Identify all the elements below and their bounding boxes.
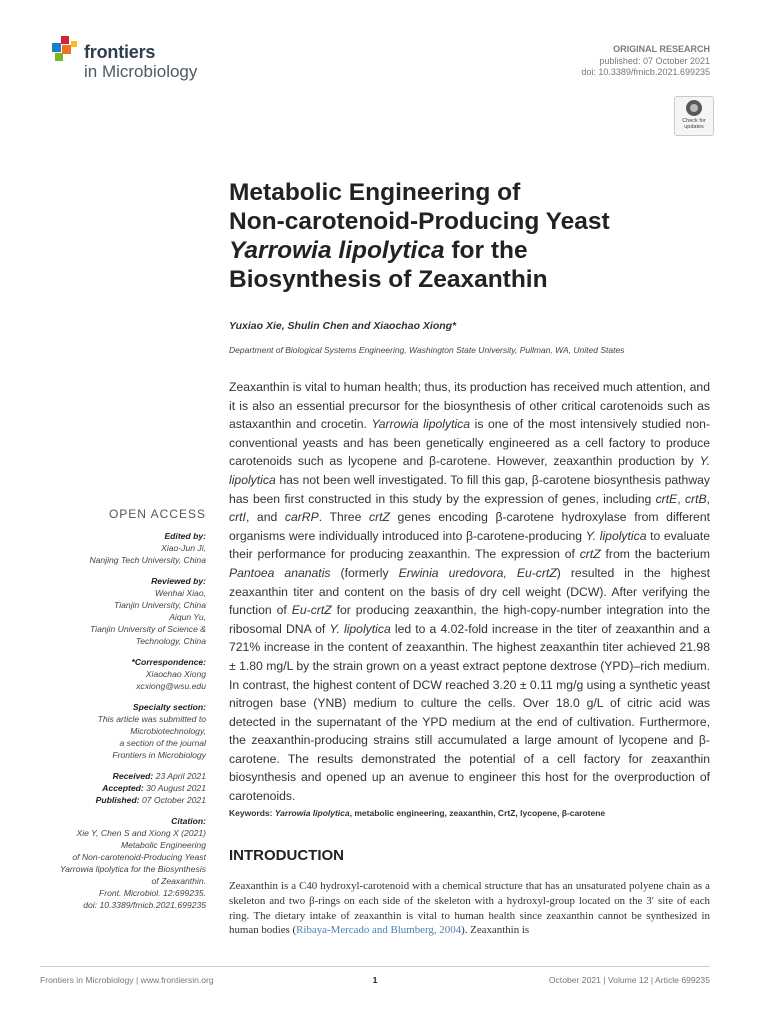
edited-by-block: Edited by: Xiao-Jun Ji, Nanjing Tech University, China [40, 530, 206, 566]
open-access-label: OPEN ACCESS [108, 507, 206, 521]
frontiers-logo[interactable] [52, 34, 222, 84]
published-date: published: 07 October 2021 [599, 55, 710, 66]
frontiers-logo-icon [52, 36, 78, 62]
correspondence-email[interactable]: xcxiong@wsu.edu [136, 681, 206, 691]
keywords: Keywords: Yarrowia lipolytica, metabolic engineering, zeaxanthin, CrtZ, lycopene, β-carotene [229, 808, 606, 818]
correspondence-block: *Correspondence: Xiaochao Xiong xcxiong@wsu.edu [40, 656, 206, 692]
citation-link[interactable]: Ribaya-Mercado and Blumberg, 2004 [296, 924, 462, 937]
article-type: ORIGINAL RESEARCH [613, 44, 710, 54]
check-updates-label: Check for updates [682, 118, 706, 130]
title-species: Yarrowia lipolytica [229, 237, 445, 264]
logo-journal: in Microbiology [84, 62, 198, 81]
section-heading-introduction: INTRODUCTION [229, 847, 344, 864]
affiliation: Department of Biological Systems Engineering, Washington State University, Pullman, WA, United States [229, 345, 625, 355]
introduction-body: Zeaxanthin is a C40 hydroxyl-carotenoid with a chemical structure that has an unsaturated polyene chain as a skeleton and two β-rings on each side of the skeleton with a hydroxyl-group located on the 3′ site of each ring. The dietary intake of zeaxanthin is vital to human health since zeaxanthin cannot be synthesized in human bodies (Ribaya-Mercado and Blumberg, 2004). Zeaxanthin is [229, 880, 710, 937]
footer-divider [40, 966, 710, 967]
title-line-4: Biosynthesis of Zeaxanthin [229, 266, 548, 293]
reviewed-by-block: Reviewed by: Wenhai Xiao, Tianjin University, China Aiqun Yu, Tianjin University of Science & Technology, China [40, 575, 206, 647]
page-number: 1 [372, 975, 378, 985]
title-line-1: Metabolic Engineering of [229, 179, 521, 206]
authors[interactable]: Yuxiao Xie, Shulin Chen and Xiaochao Xiong* [229, 320, 457, 332]
article-meta [581, 44, 710, 79]
check-for-updates-badge[interactable] [674, 96, 714, 136]
footer-journal-link[interactable]: Frontiers in Microbiology | www.frontiersin.org [40, 975, 214, 985]
specialty-section-block: Specialty section: This article was submitted to Microbiotechnology, a section of the journal Frontiers in Microbiology [97, 702, 206, 760]
title-line-3: for the [444, 237, 528, 264]
abstract: Zeaxanthin is vital to human health; thus, its production has received much attention, and it is also an essential precursor for the biosynthesis of other critical carotenoids such as astaxanthin and crocetin. Yarrowia lipolytica is one of the most intensively studied non-conventional yeasts and has been genetically engineered as a cell factory to produce carotenoids such as lycopene and β-carotene. However, zeaxanthin production by Y. lipolytica has not been well investigated. To fill this gap, β-carotene biosynthesis pathway has been first constructed in this study by the expression of genes, including crtE, crtB, crtI, and carRP. Three crtZ genes encoding β-carotene hydroxylase from different organisms were individually introduced into β-carotene-producing Y. lipolytica to evaluate their performance for producing zeaxanthin. The expression of crtZ from the bacterium Pantoea ananatis (formerly Erwinia uredovora, Eu-crtZ) resulted in the highest zeaxanthin titer and content on the basis of dry cell weight (DCW). After verifying the function of Eu-crtZ for producing zeaxanthin, the high-copy-number integration into the ribosomal DNA of Y. lipolytica led to a 4.02-fold increase in the titer of zeaxanthin and a 721% increase in the content of zeaxanthin. The highest zeaxanthin titer achieved 21.98 ± 1.80 mg/L by the strain grown on a yeast extract peptone dextrose (YPD)–rich medium. In contrast, the highest content of DCW reached 3.20 ± 0.11 mg/g using a synthetic yeast nitrogen base (YNB) medium to culture the cells. Over 18.0 g/L of citric acid was detected in the supernatant of the YPD medium at the end of cultivation. Furthermore, the zeaxanthin-producing strains still accumulated a large amount of lycopene and β-carotene. The results demonstrated the potential of a cell factory for zeaxanthin biosynthesis and opened up an avenue to engineer this host for the overproduction of carotenoids. [229, 380, 711, 804]
editor-name[interactable]: Xiao-Jun Ji, [161, 543, 206, 553]
citation-block: Citation: Xie Y, Chen S and Xiong X (2021) Metabolic Engineering of Non-carotenoid-Producing Yeast Yarrowia lipolytica for the Biosynthesis of Zeaxanthin. Front. Microbiol. 12:699235. doi: 10.3389/fmicb.2021.699235 [40, 815, 206, 911]
reviewer-name[interactable]: Wenhai Xiao, [155, 588, 206, 598]
footer-issue-info: October 2021 | Volume 12 | Article 699235 [548, 975, 710, 985]
reviewer-name[interactable]: Aiqun Yu, [169, 612, 206, 622]
dates-block: Received: 23 April 2021 Accepted: 30 August 2021 Published: 07 October 2021 [95, 771, 206, 805]
logo-brand: frontiers [84, 42, 156, 62]
title-line-2: Non-carotenoid-Producing Yeast [229, 208, 610, 235]
citation-doi[interactable]: doi: 10.3389/fmicb.2021.699235 [83, 900, 206, 910]
sidebar [40, 508, 206, 920]
page-footer [40, 975, 710, 989]
keywords-label: Keywords: [229, 808, 275, 818]
check-updates-icon [686, 100, 702, 116]
article-title [229, 178, 699, 294]
article-doi[interactable]: doi: 10.3389/fmicb.2021.699235 [581, 67, 710, 77]
